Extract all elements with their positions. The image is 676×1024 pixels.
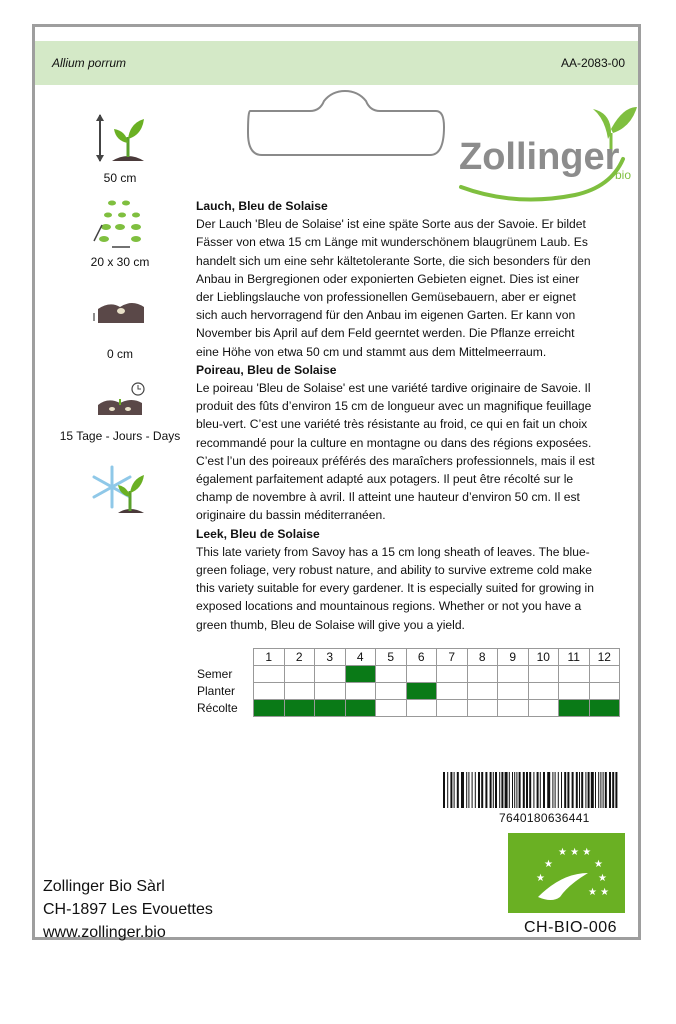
calendar-cell xyxy=(254,666,285,683)
spacing-label: 20 x 30 cm xyxy=(90,255,150,269)
company-city: CH-1897 Les Evouettes xyxy=(43,901,213,918)
calendar-cell xyxy=(254,683,285,700)
barcode-bar xyxy=(516,772,517,808)
svg-text:★: ★ xyxy=(598,873,607,884)
barcode-bar xyxy=(598,772,599,808)
month-header: 3 xyxy=(315,649,346,666)
barcode-bar xyxy=(547,772,550,808)
barcode-bar xyxy=(588,772,590,808)
company-name: Zollinger Bio Sàrl xyxy=(43,878,165,895)
barcode-bar xyxy=(552,772,553,808)
calendar-cell xyxy=(528,666,559,683)
calendar-cell xyxy=(345,683,376,700)
barcode-bar xyxy=(581,772,583,808)
calendar-row-label: Semer xyxy=(197,667,233,681)
frost-hardy-info xyxy=(45,461,195,517)
month-header: 12 xyxy=(589,649,620,666)
cultivation-calendar xyxy=(195,648,620,717)
barcode-bar xyxy=(567,772,569,808)
calendar-cell xyxy=(284,666,315,683)
zollinger-logo xyxy=(455,99,641,203)
calendar-cell xyxy=(437,700,468,717)
month-header: 4 xyxy=(345,649,376,666)
section-body-en: This late variety from Savoy has a 15 cm long sheath of leaves. The blue-green foliage, very robust nature, and ability to survive extreme cold make this variety suitable for every gardener. It is especially suited for growing in exposed locations and mountainous regions. Whether or not you have a green thumb, Bleu de Solaise will give you a yield. xyxy=(196,544,594,632)
calendar-row-harvest xyxy=(195,700,620,717)
calendar-cell xyxy=(559,683,590,700)
barcode-bar xyxy=(523,772,525,808)
section-body-de: Der Lauch 'Bleu de Solaise' ist eine späte Sorte aus der Savoie. Er bildet Fässer von etwa 15 cm Länge mit wunderschönem blaugrünem Laub. Es handelt sich um eine sehr kältetolerante Sorte, die sich besonders für den Anbau in Bergregionen oder exponierten Gebieten eignet. Dies ist einer der Lieblingslauche von professionellen Gemüsebauern, aber er eignet sich auch hervorragend für den Anbau im eigenen Garten. Er kann von November bis April auf dem Feld geerntet werden. Die Pflanze erreicht eine Höhe von etwa 50 cm und stammt aus dem Mittelmeerraum. xyxy=(196,217,591,359)
calendar-cell xyxy=(284,683,315,700)
month-header: 6 xyxy=(406,649,437,666)
month-header: 7 xyxy=(437,649,468,666)
barcode-bar xyxy=(540,772,541,808)
calendar-cell-active xyxy=(315,700,346,717)
calendar-cell-active xyxy=(254,700,285,717)
depth-info xyxy=(45,291,195,361)
spacing-info xyxy=(45,197,195,269)
height-info xyxy=(45,111,195,185)
calendar-cell-active xyxy=(284,700,315,717)
barcode-bar xyxy=(533,772,534,808)
barcode-bar xyxy=(526,772,528,808)
barcode-bar xyxy=(478,772,480,808)
section-body-fr: Le poireau 'Bleu de Solaise' est une variété tardive originaire de Savoie. Il produit des fûts d’environ 15 cm de longueur avec un magnifique feuillage bleu-vert. C’est une variété très résistante au froid, ce qui en fait un choix recommandé pour la culture en montagne ou dans des régions exposées. C’est l’un des poireaux préférés des maraîchers professionnels, mais il est également parfaitement adapté aux potagers. Il peut être récolté sur le champ de novembre à avril. Il atteint une hauteur d’environ 50 cm. Il est originaire du bassin méditerranéen. xyxy=(196,381,595,523)
month-header: 1 xyxy=(254,649,285,666)
svg-text:★: ★ xyxy=(536,873,545,884)
germination-icon xyxy=(90,379,150,425)
barcode-bar xyxy=(600,772,601,808)
barcode-bar xyxy=(481,772,483,808)
calendar-cell xyxy=(315,683,346,700)
calendar-cell-active xyxy=(406,683,437,700)
barcode-bar xyxy=(512,772,513,808)
company-website[interactable]: www.zollinger.bio xyxy=(43,924,166,941)
barcode-bar xyxy=(558,772,559,808)
barcode-bar xyxy=(505,772,508,808)
certification-code: CH-BIO-006 xyxy=(524,919,618,936)
calendar-cell xyxy=(528,683,559,700)
frost-hardy-icon xyxy=(90,461,150,517)
calendar-cell xyxy=(376,683,407,700)
barcode-bar xyxy=(519,772,521,808)
barcode xyxy=(441,772,621,812)
calendar-row-label: Planter xyxy=(197,684,236,698)
barcode-bar xyxy=(475,772,476,808)
calendar-cell-active xyxy=(345,666,376,683)
barcode-bar xyxy=(543,772,545,808)
calendar-cell xyxy=(467,683,498,700)
calendar-header-row xyxy=(195,649,620,666)
barcode-bar xyxy=(468,772,469,808)
calendar-cell xyxy=(559,666,590,683)
calendar-cell xyxy=(467,666,498,683)
barcode-bar xyxy=(561,772,562,808)
month-header: 11 xyxy=(559,649,590,666)
month-header: 5 xyxy=(376,649,407,666)
barcode-bar xyxy=(576,772,578,808)
barcode-bar xyxy=(595,772,596,808)
calendar-cell xyxy=(498,666,529,683)
barcode-bar xyxy=(443,772,445,808)
barcode-bar xyxy=(499,772,500,808)
barcode-bar xyxy=(605,772,607,808)
barcode-bar xyxy=(447,772,448,808)
svg-text:★: ★ xyxy=(544,859,553,870)
logo-wordmark: Zollinger xyxy=(459,136,620,178)
barcode-bar xyxy=(509,772,510,808)
calendar-cell xyxy=(498,700,529,717)
germination-info xyxy=(45,379,195,443)
logo-bio-suffix: bio xyxy=(615,168,632,182)
calendar-cell xyxy=(437,666,468,683)
calendar-cell xyxy=(315,666,346,683)
svg-text:★: ★ xyxy=(594,859,603,870)
svg-text:★ ★ ★: ★ ★ ★ xyxy=(558,847,592,858)
barcode-bar xyxy=(514,772,515,808)
barcode-bar xyxy=(501,772,503,808)
hanger-tab-outline xyxy=(240,87,450,159)
month-header: 8 xyxy=(467,649,498,666)
barcode-bar xyxy=(564,772,566,808)
calendar-cell xyxy=(437,683,468,700)
barcode-bar xyxy=(457,772,459,808)
calendar-cell-active xyxy=(589,700,620,717)
barcode-bar xyxy=(612,772,614,808)
svg-text:★ ★: ★ ★ xyxy=(588,887,610,898)
calendar-cell xyxy=(406,666,437,683)
height-label: 50 cm xyxy=(103,171,137,185)
calendar-cell xyxy=(528,700,559,717)
month-header: 9 xyxy=(498,649,529,666)
month-header: 10 xyxy=(528,649,559,666)
eu-organic-leaf-icon xyxy=(508,833,625,913)
barcode-bar xyxy=(490,772,492,808)
month-header: 2 xyxy=(284,649,315,666)
calendar-cell xyxy=(406,700,437,717)
depth-icon xyxy=(90,291,150,335)
barcode-bar xyxy=(529,772,531,808)
article-code: AA-2083-00 xyxy=(560,56,625,70)
calendar-cell xyxy=(467,700,498,717)
description xyxy=(196,197,596,634)
barcode-bar xyxy=(493,772,494,808)
barcode-bar xyxy=(472,772,473,808)
barcode-bar xyxy=(609,772,611,808)
calendar-cell xyxy=(376,700,407,717)
barcode-bar xyxy=(450,772,452,808)
calendar-row-sow xyxy=(195,666,620,683)
company-address xyxy=(43,875,213,944)
barcode-bar xyxy=(461,772,464,808)
barcode-bar xyxy=(495,772,497,808)
seed-packet-back xyxy=(32,24,641,940)
calendar-cell-active xyxy=(345,700,376,717)
calendar-cell xyxy=(589,666,620,683)
barcode-bar xyxy=(537,772,539,808)
calendar-cell xyxy=(589,683,620,700)
depth-label: 0 cm xyxy=(106,347,133,361)
calendar-cell xyxy=(498,683,529,700)
germination-label: 15 Tage - Jours - Days xyxy=(59,429,181,443)
barcode-bar xyxy=(454,772,455,808)
barcode-bar xyxy=(603,772,604,808)
barcode-bar xyxy=(579,772,580,808)
calendar-cell xyxy=(376,666,407,683)
height-icon xyxy=(90,111,150,167)
barcode-bar xyxy=(485,772,487,808)
barcode-bar xyxy=(615,772,617,808)
calendar-cell-active xyxy=(559,700,590,717)
section-title-en: Leek, Bleu de Solaise xyxy=(196,526,320,541)
section-title-de: Lauch, Bleu de Solaise xyxy=(196,199,328,213)
latin-name: Allium porrum xyxy=(52,56,127,70)
barcode-bar xyxy=(572,772,574,808)
barcode-bar xyxy=(555,772,556,808)
calendar-row-plant xyxy=(195,683,620,700)
calendar-row-label: Récolte xyxy=(197,701,238,715)
section-title-fr: Poireau, Bleu de Solaise xyxy=(196,362,337,377)
barcode-number: 7640180636441 xyxy=(499,811,590,825)
barcode-bar xyxy=(466,772,467,808)
barcode-bar xyxy=(591,772,594,808)
spacing-icon xyxy=(90,197,150,251)
barcode-bar xyxy=(585,772,586,808)
header-band xyxy=(35,41,638,85)
